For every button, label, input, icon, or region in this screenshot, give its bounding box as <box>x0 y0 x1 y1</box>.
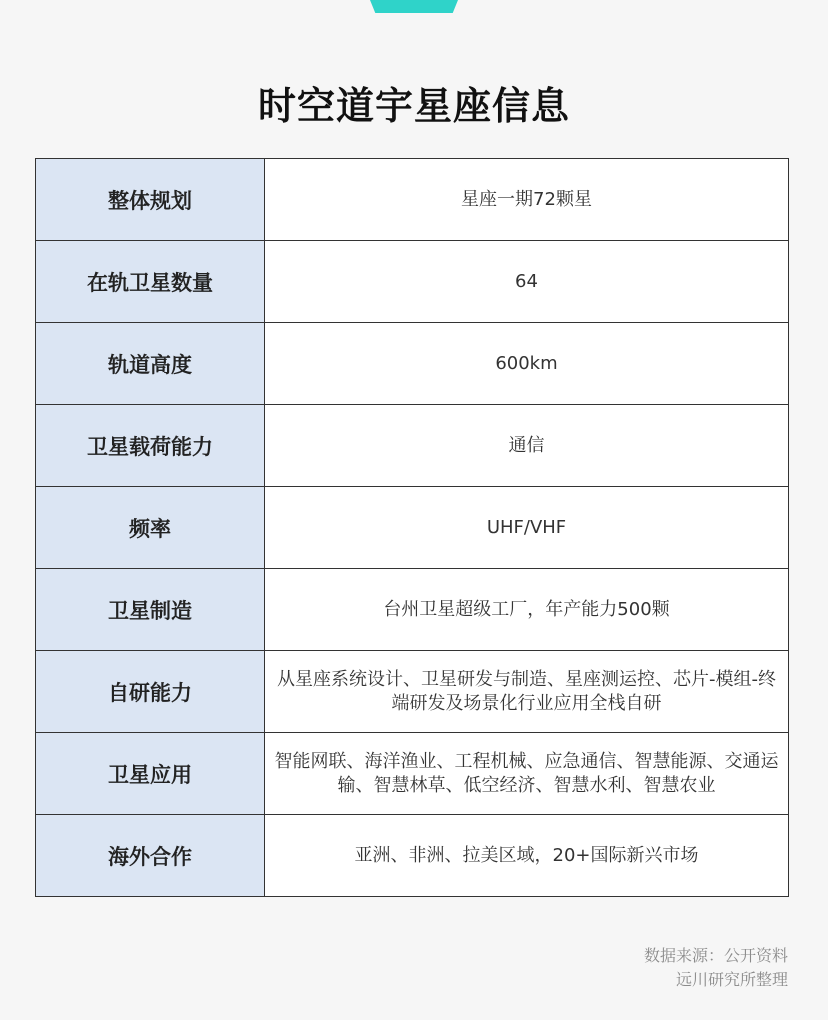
row-value: UHF/VHF <box>265 487 789 569</box>
row-label: 自研能力 <box>36 651 265 733</box>
table-row <box>36 651 789 733</box>
source-line: 远川研究所整理 <box>675 970 788 989</box>
row-value: 智能网联、海洋渔业、工程机械、应急通信、智慧能源、交通运输、智慧林草、低空经济、智慧水利、智慧农业 <box>265 733 789 815</box>
source-note <box>644 944 788 992</box>
row-value: 台州卫星超级工厂，年产能力500颗 <box>265 569 789 651</box>
constellation-info-table <box>35 158 789 897</box>
table-row <box>36 159 789 241</box>
table-row <box>36 241 789 323</box>
row-label: 卫星制造 <box>36 569 265 651</box>
table-row <box>36 487 789 569</box>
source-line: 数据来源：公开资料 <box>643 946 788 965</box>
row-label: 频率 <box>36 487 265 569</box>
table-row <box>36 569 789 651</box>
page-title: 时空道宇星座信息 <box>257 84 570 128</box>
row-value: 星座一期72颗星 <box>265 159 789 241</box>
table-row <box>36 323 789 405</box>
row-label: 在轨卫星数量 <box>36 241 265 323</box>
row-value: 600km <box>265 323 789 405</box>
row-label: 整体规划 <box>36 159 265 241</box>
row-value: 亚洲、非洲、拉美区域，20+国际新兴市场 <box>265 815 789 897</box>
row-label: 卫星应用 <box>36 733 265 815</box>
row-label: 海外合作 <box>36 815 265 897</box>
table-row <box>36 815 789 897</box>
top-accent-tab <box>370 0 458 13</box>
row-value: 从星座系统设计、卫星研发与制造、星座测运控、芯片-模组-终端研发及场景化行业应用全栈自研 <box>265 651 789 733</box>
row-label: 卫星载荷能力 <box>36 405 265 487</box>
table-row <box>36 405 789 487</box>
row-value: 通信 <box>265 405 789 487</box>
row-label: 轨道高度 <box>36 323 265 405</box>
table-row <box>36 733 789 815</box>
row-value: 64 <box>265 241 789 323</box>
